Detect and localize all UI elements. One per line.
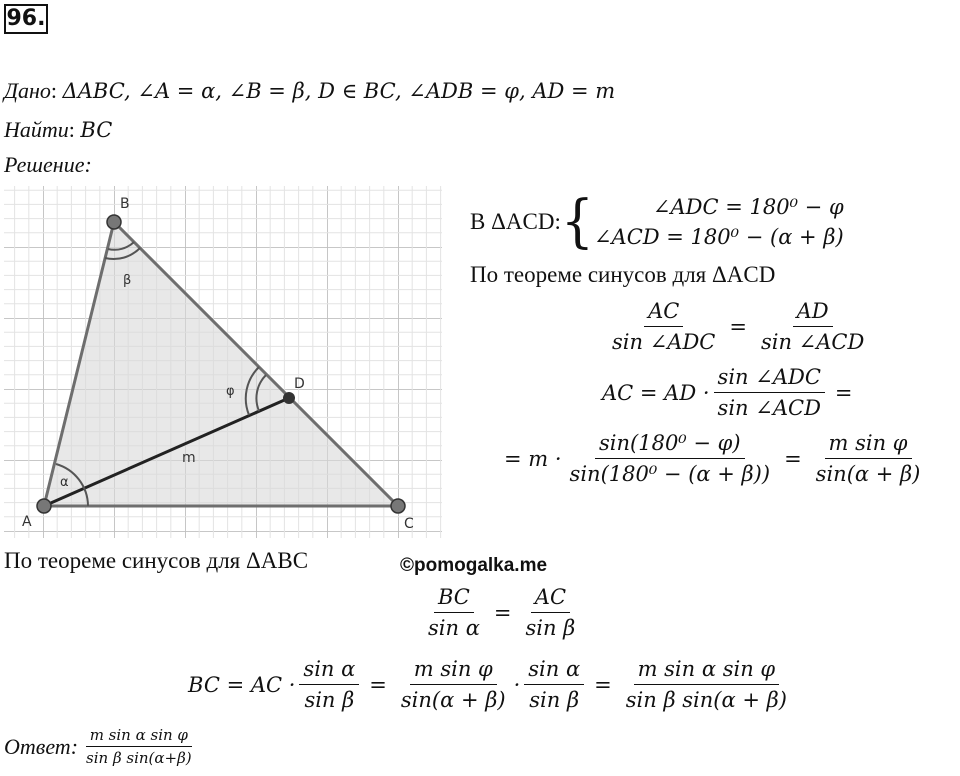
abc-h3-num: sin α xyxy=(524,656,584,685)
acd-f5-num: m sin φ xyxy=(825,430,912,459)
acd-f3-den: sin ∠ACD xyxy=(717,396,821,420)
acd-f1-num: AC xyxy=(644,298,683,327)
label-m: m xyxy=(182,450,196,466)
given-label: Дано xyxy=(4,78,51,103)
label-d: D xyxy=(294,376,305,392)
acd-system xyxy=(470,189,844,255)
abc-g1-num: BC xyxy=(434,584,474,613)
acd-line2 xyxy=(602,364,859,421)
abc-sine-theorem: По теореме синусов для ΔABC xyxy=(4,548,309,573)
acd-f4-den: sin(180⁰ − (α + β)) xyxy=(569,462,771,486)
abc-line-left: BC = AC · xyxy=(188,672,296,697)
abc-h4-den: sin β sin(α + β) xyxy=(625,688,787,712)
acd-f4-num: sin(180⁰ − φ) xyxy=(595,430,745,459)
abc-g1-den: sin α xyxy=(428,616,480,640)
eq-sign: = xyxy=(493,600,512,625)
point-a xyxy=(37,499,51,513)
answer-line xyxy=(4,726,200,767)
abc-g2-den: sin β xyxy=(525,616,576,640)
label-phi: φ xyxy=(226,384,235,399)
watermark: ©pomogalka.me xyxy=(400,555,548,576)
triangle-figure xyxy=(4,186,442,538)
acd-f2-num: AD xyxy=(793,298,833,327)
eq-sign: = xyxy=(594,672,612,697)
acd-f2-den: sin ∠ACD xyxy=(760,330,865,354)
label-a: A xyxy=(22,514,32,530)
find-label: Найти xyxy=(4,117,69,142)
acd-prefix: В ΔACD: xyxy=(470,209,561,234)
given-line: Дано: ΔABC, ∠A = α, ∠B = β, D ∈ BC, ∠ADB = φ, AD = m xyxy=(4,78,616,103)
abc-g2-num: AC xyxy=(531,584,570,613)
abc-h1-num: sin α xyxy=(299,656,359,685)
eq-sign: = xyxy=(369,672,387,697)
acd-line3-left: = m · xyxy=(504,446,562,471)
find-line: Найти: BC xyxy=(4,117,113,142)
solution-label: Решение: xyxy=(4,152,92,177)
acd-ratio xyxy=(604,298,872,355)
point-c xyxy=(391,499,405,513)
abc-h1-den: sin β xyxy=(304,688,355,712)
point-b xyxy=(107,215,121,229)
eq-sign: = xyxy=(784,446,802,471)
label-b: B xyxy=(120,196,130,212)
abc-h2-num: m sin φ xyxy=(410,656,497,685)
given-text: ΔABC, ∠A = α, ∠B = β, D ∈ BC, ∠ADB = φ, AD = m xyxy=(62,79,616,103)
abc-h3-den: sin β xyxy=(529,688,580,712)
abc-h2-den: sin(α + β) xyxy=(400,688,506,712)
acd-line2-left: AC = AD · xyxy=(602,380,710,405)
acd-sine-theorem: По теореме синусов для ΔACD xyxy=(470,262,776,287)
answer-label: Ответ: xyxy=(4,733,79,759)
abc-line xyxy=(188,656,795,713)
acd-f5-den: sin(α + β) xyxy=(815,462,921,486)
abc-ratio xyxy=(420,584,583,641)
acd-eq1: ∠ADC = 180⁰ − φ xyxy=(652,195,844,219)
acd-f1-den: sin ∠ADC xyxy=(612,330,716,354)
problem-number: 96. xyxy=(4,4,48,34)
brace-icon: { xyxy=(560,189,594,255)
label-beta: β xyxy=(123,273,132,288)
answer-den: sin β sin(α+β) xyxy=(86,749,192,767)
acd-eq2: ∠ACD = 180⁰ − (α + β) xyxy=(593,225,844,249)
acd-f3-num: sin ∠ADC xyxy=(714,364,825,393)
answer-num: m sin α sin φ xyxy=(86,726,192,747)
point-d xyxy=(283,392,295,404)
eq-sign: = xyxy=(834,380,853,405)
find-text: BC xyxy=(80,118,113,142)
dot-operator: · xyxy=(513,672,521,697)
label-alpha: α xyxy=(60,475,69,490)
abc-h4-num: m sin α sin φ xyxy=(634,656,780,685)
label-c: C xyxy=(404,516,414,532)
acd-line3 xyxy=(504,430,928,487)
eq-sign: = xyxy=(729,314,747,339)
